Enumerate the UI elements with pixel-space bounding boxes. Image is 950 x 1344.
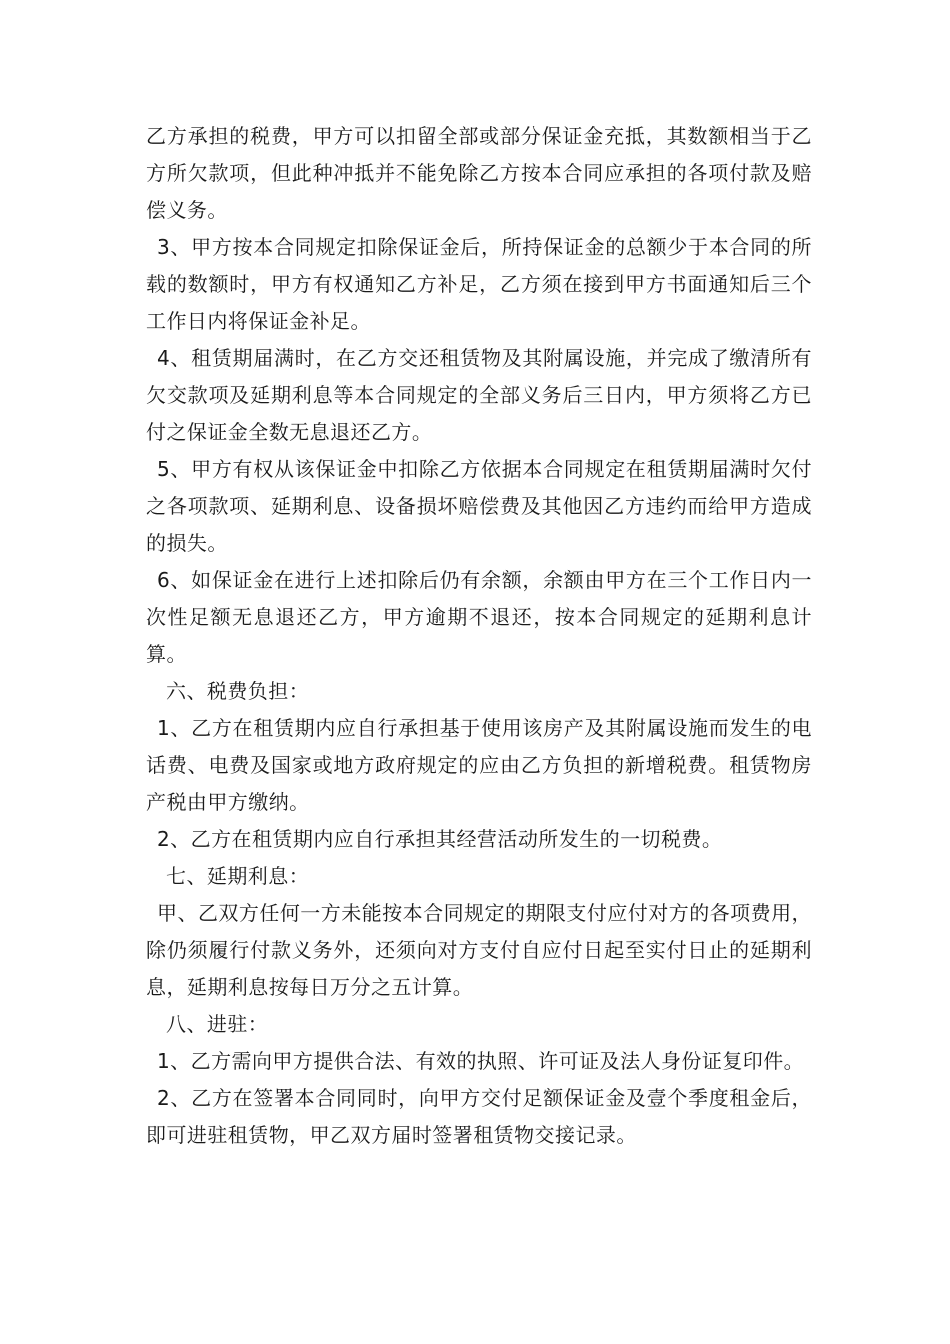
paragraph-item-3-deposit-replenish: 3、甲方按本合同规定扣除保证金后，所持保证金的总额少于本合同的所载的数额时，甲方有权通知乙方补足，乙方须在接到甲方书面通知后三个工作日内将保证金补足。 — [146, 235, 812, 333]
paragraph-item-4-deposit-refund: 4、租赁期届满时，在乙方交还租赁物及其附属设施，并完成了缴清所有欠交款项及延期利息等本合同规定的全部义务后三日内，甲方须将乙方已付之保证金全数无息退还乙方。 — [146, 346, 812, 444]
section-heading-move-in: 八、进驻： — [166, 1012, 269, 1036]
section-heading-late-interest: 七、延期利息： — [166, 864, 310, 888]
paragraph-item-5-deposit-deduction: 5、甲方有权从该保证金中扣除乙方依据本合同规定在租赁期届满时欠付之各项款项、延期利息、设备损坏赔偿费及其他因乙方违约而给甲方造成的损失。 — [146, 457, 812, 555]
paragraph-late-interest: 甲、乙双方任何一方未能按本合同规定的期限支付应付对方的各项费用，除仍须履行付款义务外，还须向对方支付自应付日起至实付日止的延期利息，延期利息按每日万分之五计算。 — [146, 901, 812, 999]
section-heading-tax: 六、税费负担： — [166, 679, 310, 703]
paragraph-tax-item-1: 1、乙方在租赁期内应自行承担基于使用该房产及其附属设施而发生的电话费、电费及国家或地方政府规定的应由乙方负担的新增税费。租赁物房产税由甲方缴纳。 — [146, 716, 812, 814]
paragraph-deposit-offset: 乙方承担的税费，甲方可以扣留全部或部分保证金充抵，其数额相当于乙方所欠款项，但此种冲抵并不能免除乙方按本合同应承担的各项付款及赔偿义务。 — [146, 124, 812, 222]
paragraph-move-in-item-1: 1、乙方需向甲方提供合法、有效的执照、许可证及法人身份证复印件。 — [157, 1049, 805, 1073]
paragraph-item-6-balance-refund: 6、如保证金在进行上述扣除后仍有余额，余额由甲方在三个工作日内一次性足额无息退还乙方，甲方逾期不退还，按本合同规定的延期利息计算。 — [146, 568, 812, 666]
document-body — [146, 118, 812, 1154]
paragraph-tax-item-2: 2、乙方在租赁期内应自行承担其经营活动所发生的一切税费。 — [157, 827, 723, 851]
paragraph-move-in-item-2: 2、乙方在签署本合同同时，向甲方交付足额保证金及壹个季度租金后，即可进驻租赁物，甲乙双方届时签署租赁物交接记录。 — [146, 1086, 812, 1147]
